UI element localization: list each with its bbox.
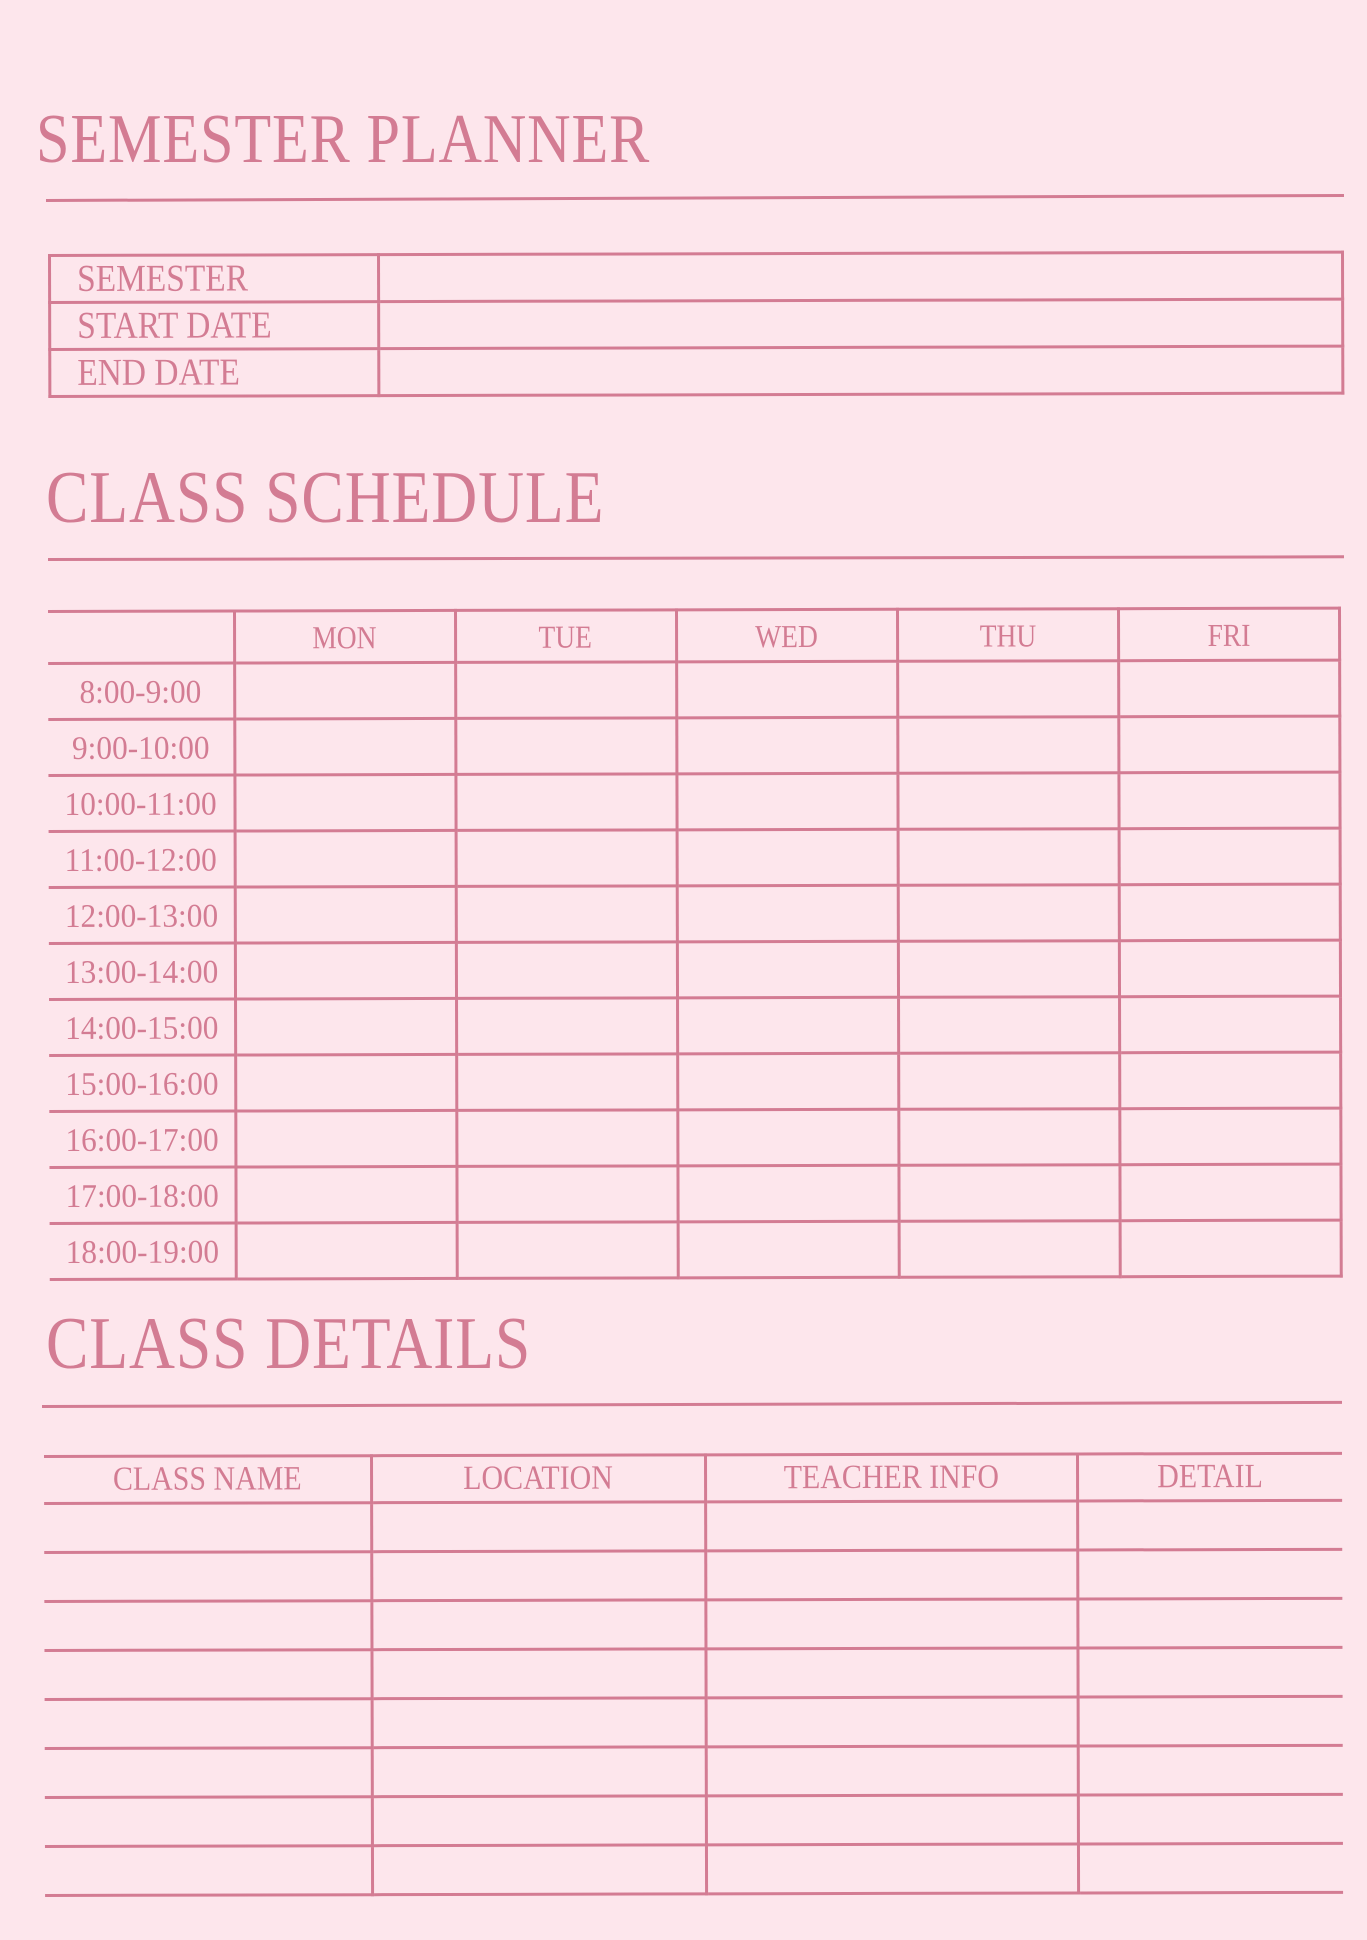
schedule-cell-wed[interactable] — [676, 661, 897, 718]
schedule-cell-mon[interactable] — [235, 1110, 456, 1167]
schedule-cell-mon[interactable] — [235, 830, 456, 887]
schedule-divider — [48, 555, 1344, 561]
schedule-cell-tue[interactable] — [456, 1054, 677, 1111]
details-cell-class-name[interactable] — [45, 1797, 372, 1847]
details-cell-class-name[interactable] — [44, 1552, 371, 1602]
details-cell-detail[interactable] — [1077, 1500, 1342, 1550]
schedule-cell-wed[interactable] — [676, 717, 897, 774]
details-cell-teacher-info[interactable] — [705, 1599, 1077, 1649]
schedule-cell-wed[interactable] — [677, 997, 898, 1054]
details-cell-location[interactable] — [372, 1845, 706, 1895]
schedule-cell-fri[interactable] — [1120, 1220, 1341, 1277]
details-cell-teacher-info[interactable] — [706, 1844, 1078, 1894]
details-cell-teacher-info[interactable] — [706, 1746, 1078, 1796]
details-cell-detail[interactable] — [1078, 1696, 1343, 1746]
day-header-tue: TUE — [455, 610, 676, 663]
info-row-start-date — [50, 299, 1343, 349]
schedule-cell-mon[interactable] — [234, 774, 455, 831]
class-schedule-table — [48, 607, 1342, 1281]
details-cell-detail[interactable] — [1077, 1598, 1342, 1648]
schedule-cell-fri[interactable] — [1119, 1164, 1340, 1221]
schedule-cell-thu[interactable] — [897, 661, 1118, 718]
class-details-heading: CLASS DETAILS — [46, 1303, 532, 1385]
semester-info-table — [48, 251, 1344, 398]
schedule-cell-thu[interactable] — [897, 717, 1118, 774]
schedule-row — [49, 1108, 1340, 1167]
details-cell-location[interactable] — [371, 1551, 705, 1601]
time-slot-label: 15:00-16:00 — [49, 1055, 235, 1111]
details-cell-class-name[interactable] — [44, 1601, 371, 1651]
time-slot-label: 14:00-15:00 — [49, 999, 235, 1055]
column-header-class-name: CLASS NAME — [44, 1456, 371, 1504]
schedule-cell-mon[interactable] — [235, 942, 456, 999]
schedule-cell-mon[interactable] — [236, 1222, 457, 1279]
details-row — [45, 1745, 1343, 1797]
schedule-header-row — [48, 608, 1339, 663]
schedule-row — [50, 1220, 1341, 1279]
schedule-row — [49, 1052, 1340, 1111]
details-cell-class-name[interactable] — [44, 1503, 371, 1553]
details-cell-detail[interactable] — [1078, 1843, 1343, 1893]
info-row-end-date — [50, 346, 1343, 396]
schedule-cell-tue[interactable] — [456, 886, 677, 943]
details-row — [45, 1843, 1343, 1895]
schedule-cell-tue[interactable] — [456, 1166, 677, 1223]
details-header-row — [44, 1453, 1342, 1503]
details-body — [44, 1500, 1343, 1895]
class-schedule-heading: CLASS SCHEDULE — [46, 457, 605, 539]
schedule-cell-wed[interactable] — [677, 885, 898, 942]
class-details-table — [44, 1452, 1343, 1897]
schedule-row — [49, 828, 1340, 887]
time-slot-label: 9:00-10:00 — [48, 719, 234, 775]
details-cell-class-name[interactable] — [45, 1748, 372, 1798]
schedule-cell-thu[interactable] — [897, 773, 1118, 830]
details-cell-location[interactable] — [372, 1698, 706, 1748]
day-header-wed: WED — [676, 609, 897, 662]
column-header-detail: DETAIL — [1077, 1453, 1342, 1501]
details-row — [44, 1647, 1342, 1699]
details-cell-detail[interactable] — [1077, 1549, 1342, 1599]
time-slot-label: 17:00-18:00 — [49, 1167, 235, 1223]
schedule-cell-mon[interactable] — [234, 662, 455, 719]
details-cell-teacher-info[interactable] — [706, 1795, 1078, 1845]
schedule-row — [49, 996, 1340, 1055]
details-row — [44, 1598, 1342, 1650]
details-cell-detail[interactable] — [1078, 1745, 1343, 1795]
details-row — [45, 1794, 1343, 1846]
schedule-cell-mon[interactable] — [235, 886, 456, 943]
time-slot-label: 10:00-11:00 — [48, 775, 234, 831]
schedule-cell-fri[interactable] — [1119, 996, 1340, 1053]
details-cell-location[interactable] — [371, 1649, 705, 1699]
details-cell-location[interactable] — [372, 1796, 706, 1846]
details-cell-location[interactable] — [371, 1502, 705, 1552]
semester-field[interactable] — [379, 252, 1343, 302]
schedule-cell-thu[interactable] — [898, 1109, 1119, 1166]
schedule-cell-fri[interactable] — [1118, 772, 1339, 829]
schedule-cell-tue[interactable] — [456, 998, 677, 1055]
schedule-cell-tue[interactable] — [456, 830, 677, 887]
info-row-semester — [50, 252, 1343, 302]
details-cell-class-name[interactable] — [45, 1846, 372, 1896]
schedule-row — [48, 660, 1339, 719]
schedule-cell-mon[interactable] — [235, 998, 456, 1055]
details-cell-teacher-info[interactable] — [706, 1697, 1078, 1747]
details-divider — [42, 1401, 1342, 1408]
end-date-label: END DATE — [50, 349, 379, 397]
schedule-corner-cell — [48, 611, 234, 663]
title-divider — [46, 194, 1344, 202]
time-slot-label: 8:00-9:00 — [48, 663, 234, 719]
schedule-cell-thu[interactable] — [898, 1053, 1119, 1110]
details-cell-detail[interactable] — [1078, 1794, 1343, 1844]
details-cell-location[interactable] — [371, 1600, 705, 1650]
schedule-cell-wed[interactable] — [677, 829, 898, 886]
day-header-mon: MON — [234, 610, 455, 663]
schedule-row — [48, 772, 1339, 831]
schedule-cell-wed[interactable] — [677, 1053, 898, 1110]
details-cell-location[interactable] — [372, 1747, 706, 1797]
schedule-cell-mon[interactable] — [235, 1054, 456, 1111]
schedule-cell-tue[interactable] — [455, 662, 676, 719]
schedule-cell-thu[interactable] — [898, 829, 1119, 886]
schedule-cell-wed[interactable] — [677, 941, 898, 998]
time-slot-label: 12:00-13:00 — [49, 887, 235, 943]
details-row — [45, 1696, 1343, 1748]
schedule-cell-wed[interactable] — [678, 1221, 899, 1278]
schedule-cell-fri[interactable] — [1119, 884, 1340, 941]
schedule-cell-tue[interactable] — [456, 942, 677, 999]
schedule-cell-thu[interactable] — [898, 1165, 1119, 1222]
schedule-cell-mon[interactable] — [235, 1166, 456, 1223]
column-header-location: LOCATION — [371, 1455, 705, 1503]
details-row — [44, 1500, 1342, 1552]
time-slot-label: 18:00-19:00 — [50, 1223, 236, 1279]
semester-label: SEMESTER — [50, 255, 379, 303]
column-header-teacher-info: TEACHER INFO — [705, 1454, 1077, 1502]
schedule-cell-mon[interactable] — [234, 718, 455, 775]
day-header-fri: FRI — [1118, 608, 1339, 661]
schedule-cell-tue[interactable] — [455, 774, 676, 831]
schedule-body — [48, 660, 1341, 1279]
end-date-field[interactable] — [379, 346, 1343, 396]
schedule-row — [49, 940, 1340, 999]
details-cell-teacher-info[interactable] — [705, 1501, 1077, 1551]
schedule-cell-fri[interactable] — [1118, 660, 1339, 717]
details-cell-class-name[interactable] — [44, 1650, 371, 1700]
schedule-cell-tue[interactable] — [456, 1110, 677, 1167]
schedule-cell-fri[interactable] — [1119, 940, 1340, 997]
page-title: SEMESTER PLANNER — [36, 101, 651, 178]
schedule-cell-fri[interactable] — [1119, 1108, 1340, 1165]
details-cell-teacher-info[interactable] — [705, 1648, 1077, 1698]
schedule-row — [48, 716, 1339, 775]
schedule-row — [49, 1164, 1340, 1223]
schedule-cell-tue[interactable] — [455, 718, 676, 775]
schedule-row — [49, 884, 1340, 943]
schedule-cell-thu[interactable] — [899, 1221, 1120, 1278]
start-date-field[interactable] — [379, 299, 1343, 349]
schedule-cell-fri[interactable] — [1118, 716, 1339, 773]
details-cell-detail[interactable] — [1077, 1647, 1342, 1697]
schedule-cell-thu[interactable] — [898, 941, 1119, 998]
schedule-cell-wed[interactable] — [677, 1109, 898, 1166]
time-slot-label: 13:00-14:00 — [49, 943, 235, 999]
start-date-label: START DATE — [50, 302, 379, 350]
details-cell-class-name[interactable] — [45, 1699, 372, 1749]
time-slot-label: 16:00-17:00 — [49, 1111, 235, 1167]
details-cell-teacher-info[interactable] — [705, 1550, 1077, 1600]
schedule-cell-thu[interactable] — [898, 997, 1119, 1054]
day-header-thu: THU — [897, 609, 1118, 662]
time-slot-label: 11:00-12:00 — [49, 831, 235, 887]
schedule-cell-tue[interactable] — [457, 1222, 678, 1279]
schedule-cell-fri[interactable] — [1119, 828, 1340, 885]
schedule-cell-fri[interactable] — [1119, 1052, 1340, 1109]
schedule-cell-wed[interactable] — [677, 1165, 898, 1222]
schedule-cell-wed[interactable] — [676, 773, 897, 830]
details-row — [44, 1549, 1342, 1601]
schedule-cell-thu[interactable] — [898, 885, 1119, 942]
